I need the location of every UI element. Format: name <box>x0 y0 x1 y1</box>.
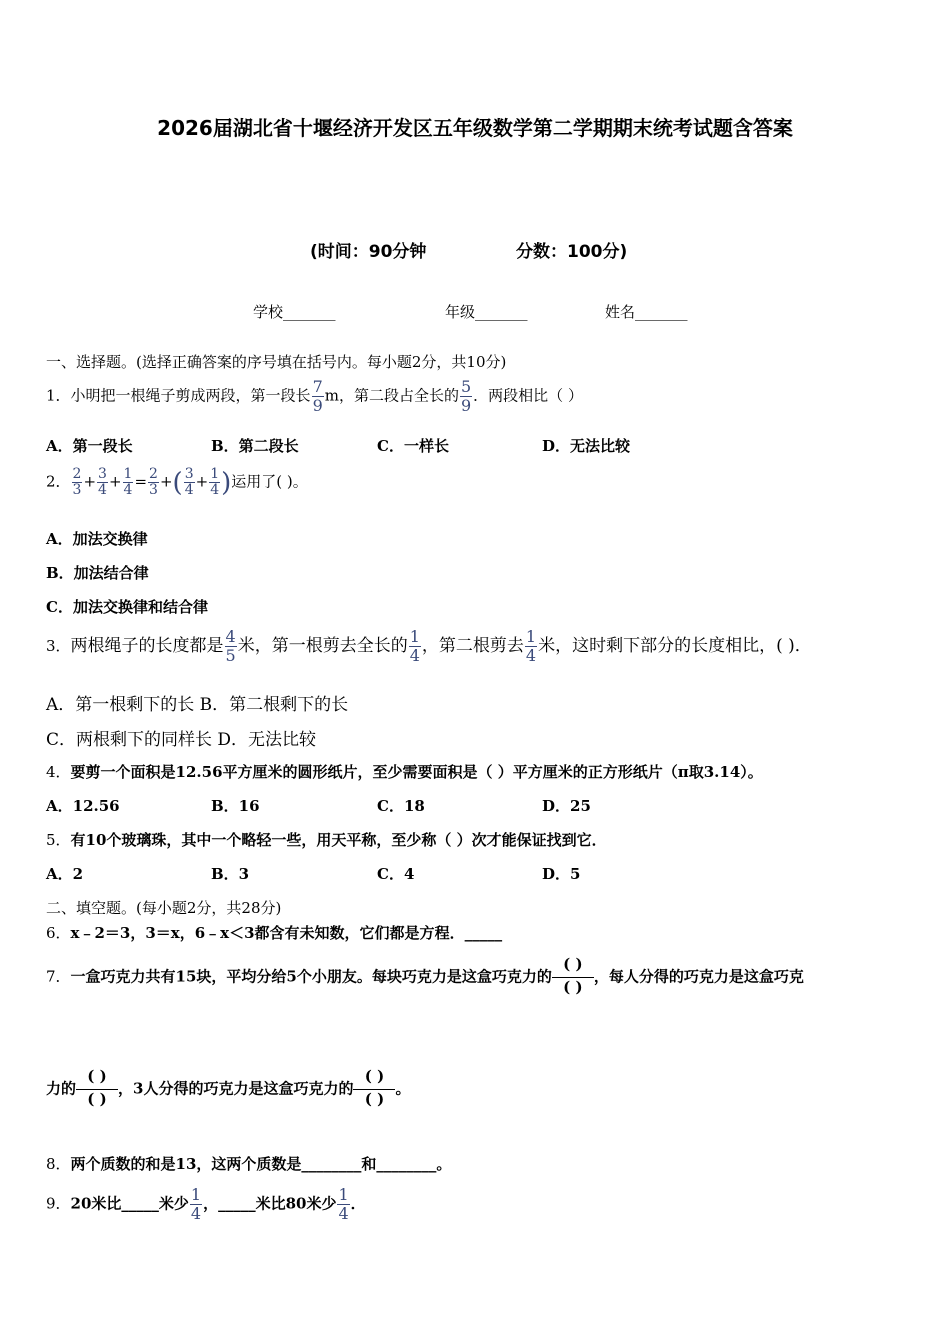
q2-f5-d: 4 <box>184 482 194 498</box>
q3-fraction-2 <box>409 628 421 665</box>
q7-b3-denominator: ( ) <box>364 1090 385 1108</box>
q3-f3-d: 4 <box>525 646 537 665</box>
q9-f2-d: 4 <box>338 1204 349 1223</box>
q7-b2-numerator: ( ) <box>76 1067 118 1090</box>
q2-fraction-1 <box>72 467 83 498</box>
q8-number: 8． <box>46 1155 71 1173</box>
q2-plus-2: + <box>108 472 122 491</box>
q2-f2-n: 3 <box>98 466 107 482</box>
q3-f3-n: 1 <box>525 627 537 646</box>
q7-b1-numerator: ( ) <box>552 955 594 978</box>
q1-fraction-2 <box>460 378 472 415</box>
q9-text-a: 20米比_____米少 <box>70 1194 189 1213</box>
question-3 <box>46 628 812 665</box>
q4-number: 4． <box>46 763 71 781</box>
q3-text-c: ，第二根剪去 <box>421 636 524 656</box>
q7-b2-denominator: ( ) <box>87 1090 107 1108</box>
question-8 <box>46 1153 451 1174</box>
q9-f1-d: 4 <box>190 1204 202 1223</box>
q2-plus-4: + <box>195 472 209 491</box>
q1-f1-denominator: 9 <box>312 396 323 415</box>
q3-options-line-2: C．两根剩下的同样长 D．无法比较 <box>46 730 317 750</box>
q1-number: 1． <box>46 386 71 405</box>
q2-f5-n: 3 <box>184 466 194 482</box>
q7-text-b: ，每人分得的巧克力是这盒巧克 <box>593 967 804 986</box>
question-6 <box>46 922 502 943</box>
q5-number: 5． <box>46 831 71 849</box>
q5-option-b: B．3 <box>211 865 250 883</box>
q7-text-e: 。 <box>395 1079 411 1098</box>
q9-fraction-1 <box>190 1186 202 1223</box>
q5-option-a: A．2 <box>46 865 84 883</box>
q8-text: 两个质数的和是13，这两个质数是________和________。 <box>70 1155 452 1173</box>
q1-text-c: ．两段相比（ ） <box>473 386 583 405</box>
q2-left-paren: ( <box>172 467 183 498</box>
q3-f2-d: 4 <box>409 646 420 665</box>
school-field: 学校_______ <box>253 303 336 321</box>
q7-blank-fraction-2[interactable] <box>76 1067 118 1112</box>
q9-f1-n: 1 <box>190 1185 202 1204</box>
q2-equals: = <box>134 472 148 491</box>
q1-f2-denominator: 9 <box>460 396 472 415</box>
q6-number: 6． <box>46 924 71 942</box>
q7-number: 7． <box>46 967 71 986</box>
grade-field: 年级_______ <box>445 303 528 321</box>
q5-option-d: D．5 <box>542 865 581 883</box>
q1-f1-numerator: 7 <box>312 377 323 396</box>
q9-text-b: ，_____米比80米少 <box>203 1194 337 1213</box>
q2-fraction-2 <box>97 467 108 498</box>
q5-text: 有10个玻璃珠，其中一个略轻一些，用天平称，至少称（ ）次才能保证找到它． <box>70 831 607 849</box>
q3-number: 3． <box>46 637 71 655</box>
q1-option-c: C．一样长 <box>377 437 449 455</box>
name-field: 姓名_______ <box>605 303 688 321</box>
q3-f1-n: 4 <box>225 627 236 646</box>
question-9 <box>46 1186 366 1223</box>
question-2 <box>46 467 308 498</box>
question-1 <box>46 378 583 415</box>
q5-option-c: C．4 <box>377 865 415 883</box>
q2-f3-n: 1 <box>123 466 133 482</box>
q9-number: 9． <box>46 1194 71 1213</box>
q4-text: 要剪一个面积是12.56平方厘米的圆形纸片，至少需要面积是（ ）平方厘米的正方形纸片（π取3.14）。 <box>70 763 763 781</box>
q2-f4-n: 2 <box>149 466 158 482</box>
q6-text: x﹣2＝3，3＝x，6﹣x＜3都含有未知数，它们都是方程．_____ <box>70 924 503 942</box>
q9-text-c: ． <box>350 1194 366 1213</box>
q2-plus-3: + <box>159 472 173 491</box>
q1-option-d: D．无法比较 <box>542 437 631 455</box>
q2-fraction-5 <box>184 467 195 498</box>
q2-f6-d: 4 <box>210 482 220 498</box>
q2-option-b: B．加法结合律 <box>46 564 149 582</box>
q3-options-line-1: A．第一根剩下的长 B．第二根剩下的长 <box>46 695 349 715</box>
question-5 <box>46 829 607 850</box>
q3-text-b: 米，第一根剪去全长的 <box>237 636 408 656</box>
document-title: 2026届湖北省十堰经济开发区五年级数学第二学期期末统考试题含答案 <box>157 116 793 140</box>
q2-plus-1: + <box>83 472 97 491</box>
q7-text-d: ，3人分得的巧克力是这盒巧克力的 <box>118 1079 354 1098</box>
q4-option-d: D．25 <box>542 797 591 815</box>
q7-blank-fraction-1[interactable] <box>552 955 594 1000</box>
q7-b3-numerator: ( ) <box>353 1067 395 1090</box>
question-4 <box>46 761 763 782</box>
section1-heading: 一、选择题。(选择正确答案的序号填在括号内。每小题2分，共10分) <box>46 353 507 371</box>
q1-f2-numerator: 5 <box>460 377 472 396</box>
q2-tail: 运用了( )。 <box>231 472 308 491</box>
q2-option-c: C．加法交换律和结合律 <box>46 598 208 616</box>
q7-b1-denominator: ( ) <box>563 978 583 996</box>
q9-f2-n: 1 <box>338 1185 349 1204</box>
q2-fraction-6 <box>209 467 220 498</box>
q7-text-c: 力的 <box>46 1079 77 1098</box>
q2-f1-n: 2 <box>72 466 82 482</box>
q3-f1-d: 5 <box>225 646 236 665</box>
q1-option-a: A．第一段长 <box>46 437 133 455</box>
exam-time: (时间：90分钟 <box>310 242 427 262</box>
q2-f4-d: 3 <box>149 482 158 498</box>
q4-option-a: A．12.56 <box>46 797 120 815</box>
q3-fraction-1 <box>225 628 237 665</box>
q1-option-b: B．第二段长 <box>211 437 299 455</box>
q1-text-b: m，第二段占全长的 <box>324 386 459 405</box>
q2-fraction-3 <box>123 467 134 498</box>
q4-option-b: B．16 <box>211 797 260 815</box>
q9-fraction-2 <box>337 1186 349 1223</box>
q1-text-a: 小明把一根绳子剪成两段，第一段长 <box>70 386 311 405</box>
section2-heading: 二、填空题。(每小题2分，共28分) <box>46 899 282 917</box>
q3-f2-n: 1 <box>409 627 420 646</box>
q2-fraction-4 <box>148 467 159 498</box>
q2-f2-d: 4 <box>98 482 107 498</box>
exam-score: 分数：100分) <box>516 242 628 262</box>
q4-option-c: C．18 <box>377 797 425 815</box>
q2-number: 2． <box>46 472 71 491</box>
question-7-line-1 <box>46 955 804 1000</box>
q2-f6-n: 1 <box>210 466 220 482</box>
q2-right-paren: ) <box>221 467 232 498</box>
q2-f1-d: 3 <box>72 482 82 498</box>
q7-blank-fraction-3[interactable] <box>353 1067 395 1112</box>
q3-text-d: 米，这时剩下部分的长度相比，( )． <box>538 636 812 656</box>
q2-option-a: A．加法交换律 <box>46 530 148 548</box>
q3-fraction-3 <box>525 628 537 665</box>
q3-text-a: 两根绳子的长度都是 <box>70 636 224 656</box>
question-7-line-2 <box>46 1067 410 1112</box>
q2-f3-d: 4 <box>123 482 133 498</box>
q1-fraction-1 <box>312 378 324 415</box>
q7-text-a: 一盒巧克力共有15块，平均分给5个小朋友。每块巧克力是这盒巧克力的 <box>70 967 552 986</box>
